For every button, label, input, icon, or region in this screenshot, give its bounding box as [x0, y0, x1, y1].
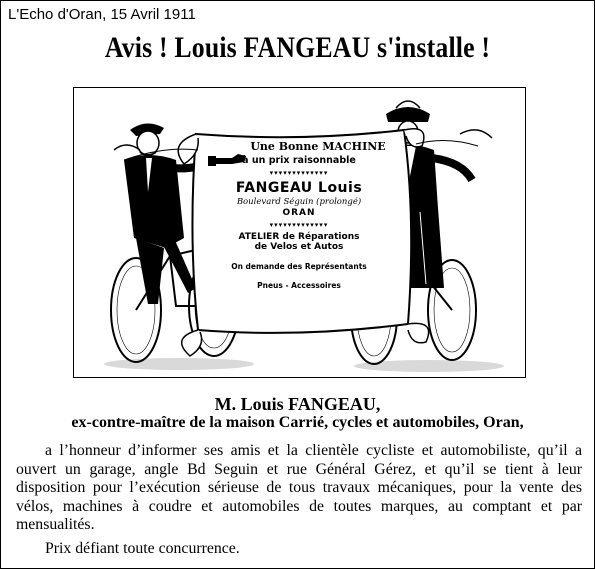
merchant-name: M. Louis FANGEAU, — [214, 394, 381, 414]
newspaper-source: L'Echo d'Oran, 15 Avril 1911 — [8, 6, 196, 23]
banner-workshop-line2: de Velos et Autos — [254, 242, 344, 252]
banner-text — [198, 140, 400, 290]
banner-merchant-name: FANGEAU Louis — [235, 180, 363, 196]
tagline: Prix défiant toute concurrence. — [45, 540, 240, 557]
banner-address: Boulevard Séguin (prolongé) — [236, 197, 362, 207]
ground-shadow-right — [354, 360, 504, 372]
ground-shadow-left — [104, 358, 254, 370]
announcement-paragraph: a l’honneur d’informer ses amis et la clientèle cycliste et automobiliste, qu’il a ouvert un garage, angle Bd Seguin et rue Général Gérez, et qu’il se tient à leur disposition pour l’exécution sérieuse de tous travaux mécaniques, pour la vente des vélos, machines à coudre et automobiles de toutes marques, au comptant et par mensualités. — [16, 442, 582, 534]
advertisement-illustration — [73, 87, 526, 378]
banner-city: ORAN — [282, 208, 316, 218]
banner-slogan: Une Bonne MACHINE — [250, 140, 386, 153]
headline: Avis ! Louis FANGEAU s'installe ! — [104, 31, 491, 64]
banner-ornament: ▾▾▾▾▾▾▾▾▾▾▾▾▾ — [269, 169, 329, 177]
banner-wanted: On demande des Représentants — [231, 262, 367, 271]
banner-ornament-2: ▾▾▾▾▾▾▾▾▾▾▾▾▾ — [269, 221, 329, 229]
banner-tyres: Pneus - Accessoires — [257, 281, 341, 290]
banner-price: à un prix raisonnable — [242, 155, 356, 166]
banner-workshop-line1: ATELIER de Réparations — [238, 232, 360, 242]
merchant-role: ex-contre-maître de la maison Carrié, cycles et automobiles, Oran, — [71, 414, 524, 431]
